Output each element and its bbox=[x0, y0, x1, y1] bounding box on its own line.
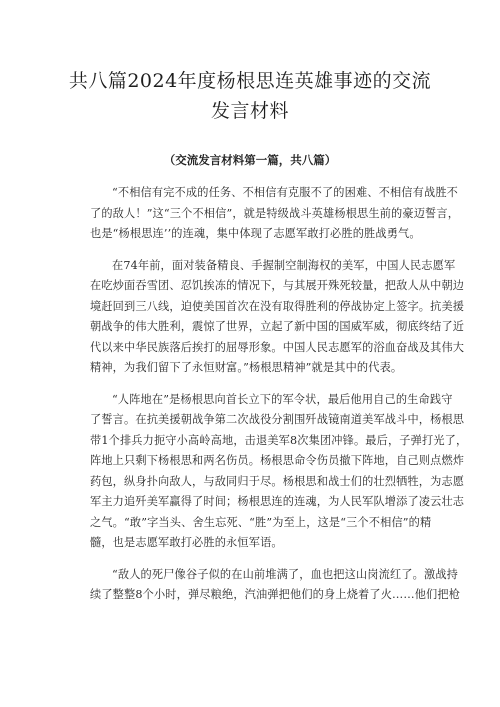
paragraph-2 bbox=[90, 256, 465, 379]
document-body bbox=[90, 183, 468, 617]
document-title-line-1: 共八篇2024年度杨根思连英雄事迹的交流 bbox=[68, 70, 432, 92]
text-line: 境赶回到三八线，迫使美国首次在没有取得胜利的停战协定上签字。抗美援 bbox=[90, 299, 465, 313]
text-line: 髓，也是志愿军敢打必胜的永恒军语。 bbox=[90, 536, 283, 549]
text-line: 阵地上只剩下杨根思和两名伤员。杨根思命令伤员撤下阵地，自己则点燃炸 bbox=[90, 454, 465, 467]
paragraph-4 bbox=[90, 565, 461, 606]
paragraph-1 bbox=[90, 183, 460, 245]
text-line: “人阵地在”是杨根思向首长立下的军令状，最后他用自己的生命践守 bbox=[112, 392, 453, 406]
text-line: “不相信有完不成的任务、不相信有克服不了的困难、不相信有战胜不 bbox=[112, 186, 458, 199]
document-title-line-2: 发言材料 bbox=[210, 100, 289, 122]
text-line: “敌人的死尸像谷子似的在山前堆满了，血也把这山岗流红了。激战持 bbox=[112, 567, 458, 581]
text-line: 了誓言。在抗美援朝战争第二次战役分割围歼战镜南道美军战斗中，杨根思 bbox=[90, 413, 465, 426]
text-line: 军主力追歼美军赢得了时间；杨根思连的连魂，为人民军队增添了凌云壮志 bbox=[90, 495, 465, 508]
document-subtitle: （交流发言材料第一篇，共八篇） bbox=[163, 153, 337, 167]
text-line: 带1个排兵力扼守小高岭高地，击退美军8次集团冲锋。最后，子弹打光了， bbox=[90, 433, 468, 447]
text-line: 代以来中华民族落后挨打的屈辱形象。中国人民志愿军的浴血奋战及其伟大 bbox=[90, 340, 465, 354]
text-line: 精神，为我们留下了永恒财富。”杨根思精神”就是其中的代表。 bbox=[90, 361, 403, 374]
text-line: 也是“杨根思连’’的连魂，集中体现了志愿军敢打必胜的胜战勇气。 bbox=[90, 227, 421, 240]
text-line: 续了整整8个小时，弹尽粮绝，汽油弹把他们的身上烧着了火……他们把枪 bbox=[90, 588, 461, 601]
text-line: 药包，纵身扑向敌人，与敌同归于尽。杨根思和战士们的壮烈牺牲，为志愿 bbox=[90, 474, 465, 488]
paragraph-3 bbox=[90, 390, 468, 554]
text-line: 在74年前，面对装备精良、手握制空制海权的美军，中国人民志愿军 bbox=[112, 258, 456, 272]
text-line: 在吃炒面吞雪团、忍饥挨冻的情况下，与其展开殊死较量，把敌人从中朝边 bbox=[90, 279, 465, 292]
text-line: 朝战争的伟大胜利，震惊了世界，立起了新中国的国威军威，彻底终结了近 bbox=[90, 320, 465, 333]
text-line: 了的敌人！”这“三个不相信”，就是特级战斗英雄杨根思生前的豪迈誓言， bbox=[90, 206, 460, 220]
text-line: 之气。“敢”字当头、舍生忘死、“胜”为至上，这是“三个不相信”的精 bbox=[90, 515, 432, 529]
